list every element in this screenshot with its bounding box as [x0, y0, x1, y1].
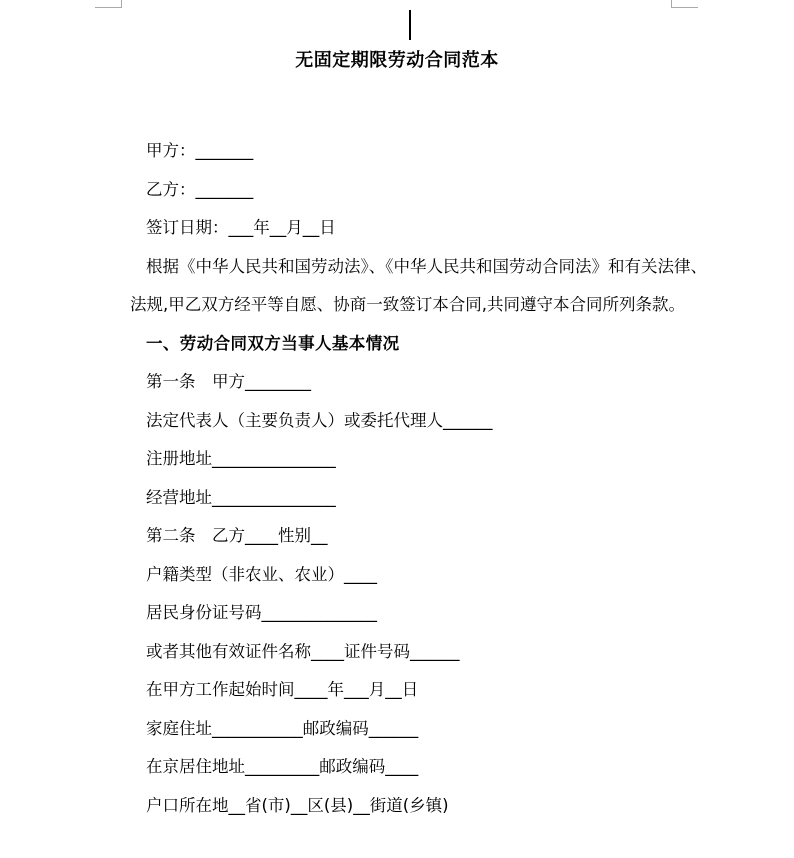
document-title: 无固定期限劳动合同范本	[295, 50, 499, 71]
margin-marker-top-left	[95, 0, 122, 8]
doc-line-registered-address: 注册地址_______________	[146, 449, 336, 468]
doc-line-household-location: 户口所在地__省(市)__区(县)__街道(乡镇)	[146, 795, 449, 815]
doc-line-household-type: 户籍类型（非农业、农业）____	[146, 564, 377, 584]
doc-line-signing-date: 签订日期：___年__月__日	[146, 218, 336, 237]
doc-line-article-2: 第二条 乙方____性别__	[146, 526, 328, 545]
margin-marker-top-right	[671, 0, 698, 8]
doc-line-legal-rep: 法定代表人（主要负责人）或委托代理人______	[146, 410, 493, 430]
doc-line-preamble-line-2: 法规,甲乙双方经平等自愿、协商一致签订本合同,共同遵守本合同所列条款。	[130, 295, 685, 314]
doc-line-party-a: 甲方：_______	[146, 141, 254, 160]
doc-line-article-1: 第一条 甲方________	[146, 372, 311, 391]
text-caret	[409, 10, 411, 40]
doc-line-home-address: 家庭住址___________邮政编码______	[146, 718, 419, 738]
doc-line-id-number: 居民身份证号码______________	[146, 603, 377, 622]
doc-line-preamble-line-1: 根据《中华人民共和国劳动法》、《中华人民共和国劳动合同法》和有关法律、	[146, 256, 707, 276]
doc-line-business-address: 经营地址_______________	[146, 487, 336, 507]
doc-line-beijing-address: 在京居住地址_________邮政编码____	[146, 757, 419, 776]
doc-line-start-date: 在甲方工作起始时间____年___月__日	[146, 680, 419, 699]
doc-line-party-b: 乙方：_______	[146, 179, 254, 199]
doc-line-section-heading-1: 一、劳动合同双方当事人基本情况	[146, 333, 400, 353]
doc-line-other-cert: 或者其他有效证件名称____证件号码______	[146, 641, 460, 661]
